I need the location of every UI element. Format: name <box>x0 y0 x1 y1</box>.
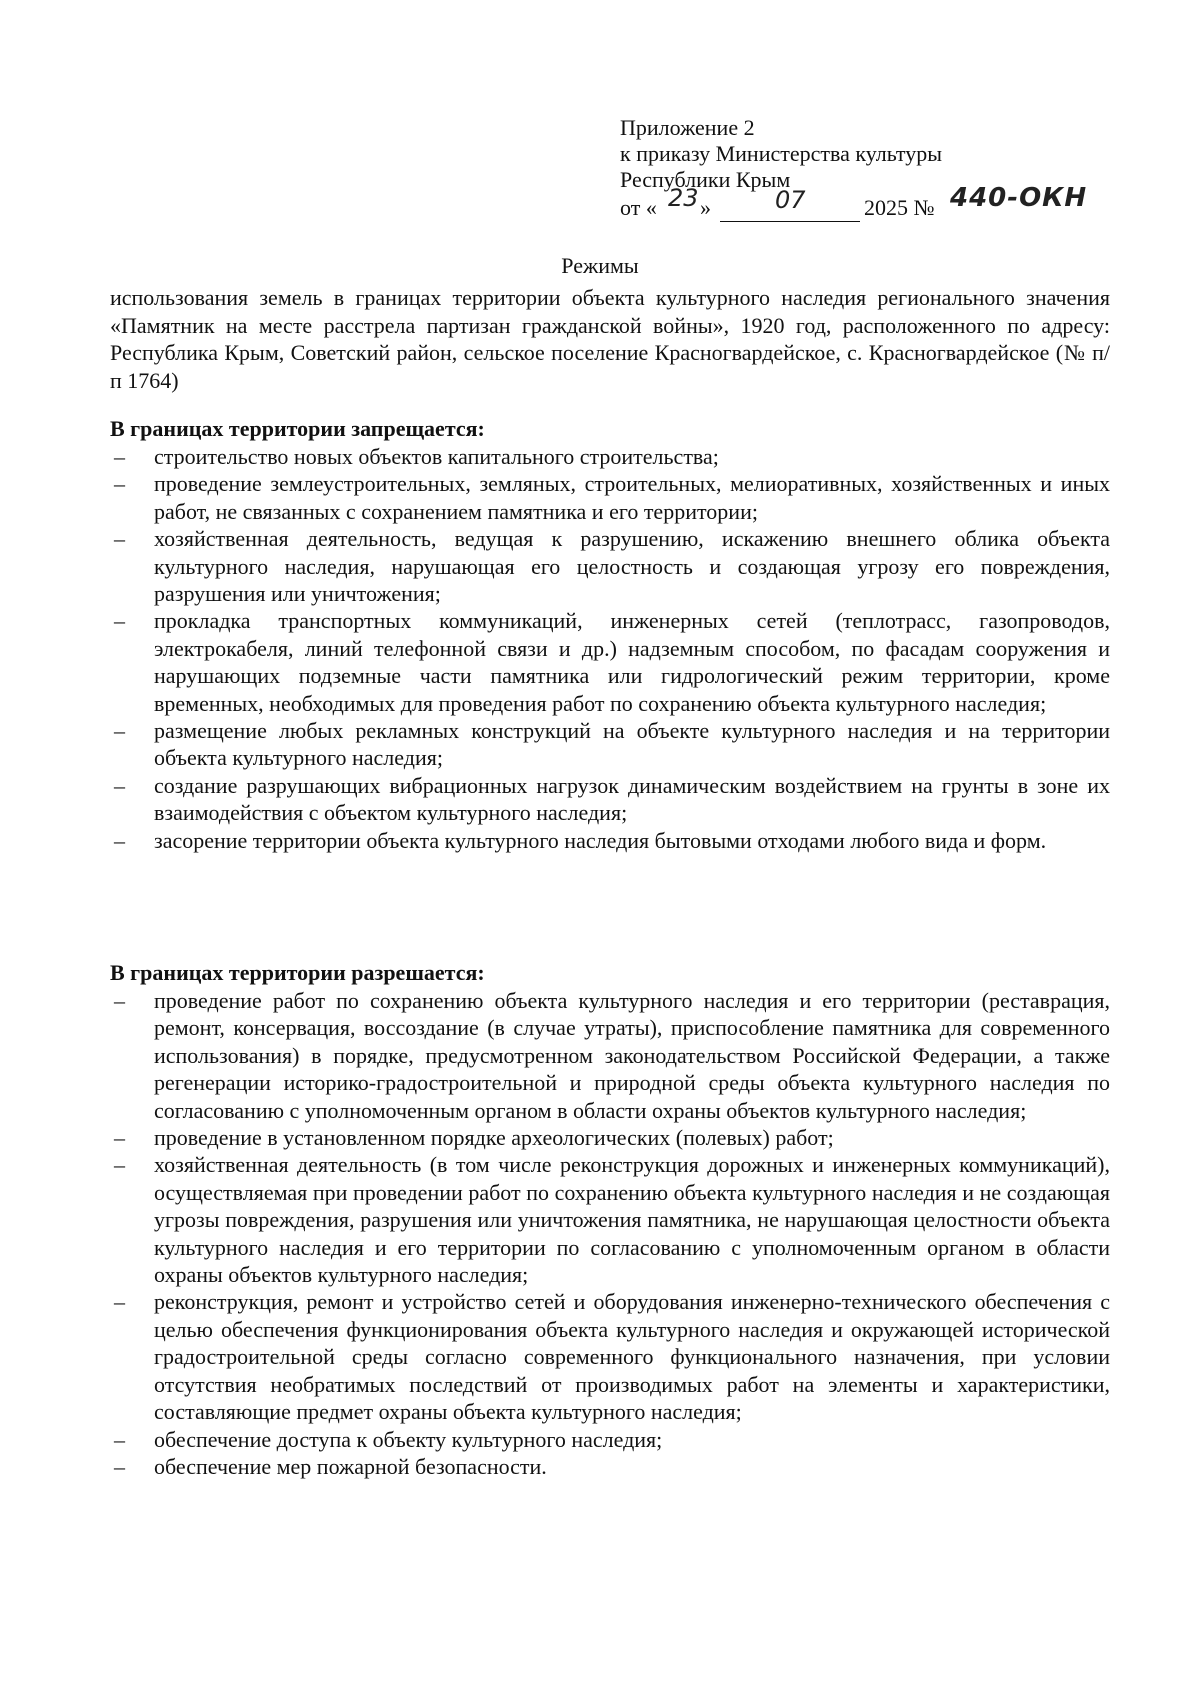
date-prefix: от « <box>620 195 657 220</box>
bullet-dash: – <box>114 444 125 469</box>
document-intro: использования земель в границах территории объекта культурного наследия регионального значения «Памятник на месте расстрела партизан гражданской войны», 1920 год, расположенного по адресу: Республика Крым, Советский район, сельское поселение Красногвардейское, с. Красногвардейское (№ п/п 1764) <box>110 285 1110 393</box>
bullet-dash: – <box>114 1125 125 1151</box>
allowed-heading: В границах территории разрешается: <box>110 960 485 985</box>
list-item-text: обеспечение доступа к объекту культурного наследия; <box>154 1426 663 1452</box>
allowed-list <box>110 987 1110 1480</box>
list-item <box>110 1151 1110 1288</box>
list-item-text: размещение любых рекламных конструкций на объекте культурного наследия и на территории объекта культурного наследия; <box>154 718 1110 771</box>
bullet-dash: – <box>114 1289 125 1315</box>
list-item-text: реконструкция, ремонт и устройство сетей и оборудования инженерно-технического обеспечения с целью обеспечения функционирования объекта культурного наследия и окружающей исторической градостроительной среды согласно современного функционального назначения, при условии отсутствия необратимых последствий от производимых работ на элементы и характеристики, составляющие предмет охраны объекта культурного наследия; <box>154 1289 1110 1425</box>
list-item <box>110 1288 1110 1425</box>
republic-name: Республики Крым <box>620 167 791 192</box>
list-item <box>110 772 1110 827</box>
list-item-text: проведение работ по сохранению объекта культурного наследия и его территории (реставрация, ремонт, консервация, воссоздание (в случае утраты), приспособление памятника для современного использования) в порядке, предусмотренном законодательством Российской Федерации, а также регенерации историко-градостроительной и природной среды объекта культурного наследия по согласованию с уполномоченным органом в области охраны объектов культурного наследия; <box>154 988 1110 1123</box>
list-item-text: создание разрушающих вибрационных нагрузок динамическим воздействием на грунты в зоне их взаимодействия с объектом культурного наследия; <box>154 772 1110 826</box>
list-item-text: хозяйственная деятельность, ведущая к разрушению, искажению внешнего облика объекта культурного наследия, нарушающая его целостность и создающая угрозу его повреждения, разрушения или уничтожения; <box>154 526 1110 607</box>
list-item-text: прокладка транспортных коммуникаций, инженерных сетей (теплотрасс, газопроводов, электрокабеля, линий телефонной связи и др.) надземным способом, по фасадам сооружения и нарушающих подземные части памятника или гидрологический режим территории, кроме временных, необходимых для проведения работ по сохранению объекта культурного наследия; <box>154 608 1110 716</box>
order-reference: к приказу Министерства культуры <box>620 141 943 166</box>
bullet-dash: – <box>114 718 125 744</box>
bullet-dash: – <box>114 1152 125 1178</box>
order-date-number <box>620 183 1100 223</box>
list-item-text: проведение в установленном порядке археологических (полевых) работ; <box>154 1125 834 1151</box>
bullet-dash: – <box>114 471 125 497</box>
bullet-dash: – <box>114 772 125 798</box>
list-item <box>110 1426 1110 1453</box>
bullet-dash: – <box>114 526 125 552</box>
appendix-header <box>620 115 1100 223</box>
list-item <box>110 607 1110 717</box>
list-item-text: хозяйственная деятельность (в том числе реконструкция дорожных и инженерных коммуникаций), осуществляемая при проведении работ по сохранению объекта культурного наследия и не создающая угрозы повреждения, разрушения или уничтожения памятника, не нарушающая целостности объекта культурного наследия и его территории по согласованию с уполномоченным органом в области охраны объектов культурного наследия; <box>154 1152 1110 1288</box>
list-item <box>110 470 1110 525</box>
list-item <box>110 443 1110 470</box>
handwritten-order-number: 440-ОКН <box>950 183 1088 213</box>
document-title: Режимы <box>561 253 639 278</box>
list-item <box>110 827 1110 854</box>
year-number-label: 2025 № <box>864 195 935 220</box>
appendix-label: Приложение 2 <box>620 115 755 140</box>
list-item-text: обеспечение мер пожарной безопасности. <box>154 1453 547 1479</box>
list-item <box>110 717 1110 772</box>
bullet-dash: – <box>114 1426 125 1452</box>
bullet-dash: – <box>114 608 125 634</box>
forbidden-section <box>110 415 1110 854</box>
list-item <box>110 1124 1110 1151</box>
forbidden-heading: В границах территории запрещается: <box>110 416 485 441</box>
bullet-dash: – <box>114 988 125 1013</box>
list-item-text: проведение землеустроительных, земляных, строительных, мелиоративных, хозяйственных и иных работ, не связанных с сохранением памятника и его территории; <box>154 471 1110 524</box>
list-item-text: засорение территории объекта культурного наследия бытовыми отходами любого вида и форм. <box>154 827 1047 853</box>
bullet-dash: – <box>114 827 125 853</box>
forbidden-list <box>110 443 1110 854</box>
list-item-text: строительство новых объектов капитального строительства; <box>154 444 719 469</box>
allowed-section <box>110 959 1110 1480</box>
quote-close: » <box>700 195 711 220</box>
handwritten-day: 23 <box>668 184 699 212</box>
list-item <box>110 1453 1110 1480</box>
bullet-dash: – <box>114 1453 125 1479</box>
list-item <box>110 525 1110 607</box>
handwritten-month: 07 <box>775 186 806 214</box>
list-item <box>110 987 1110 1124</box>
month-underline <box>720 221 860 222</box>
